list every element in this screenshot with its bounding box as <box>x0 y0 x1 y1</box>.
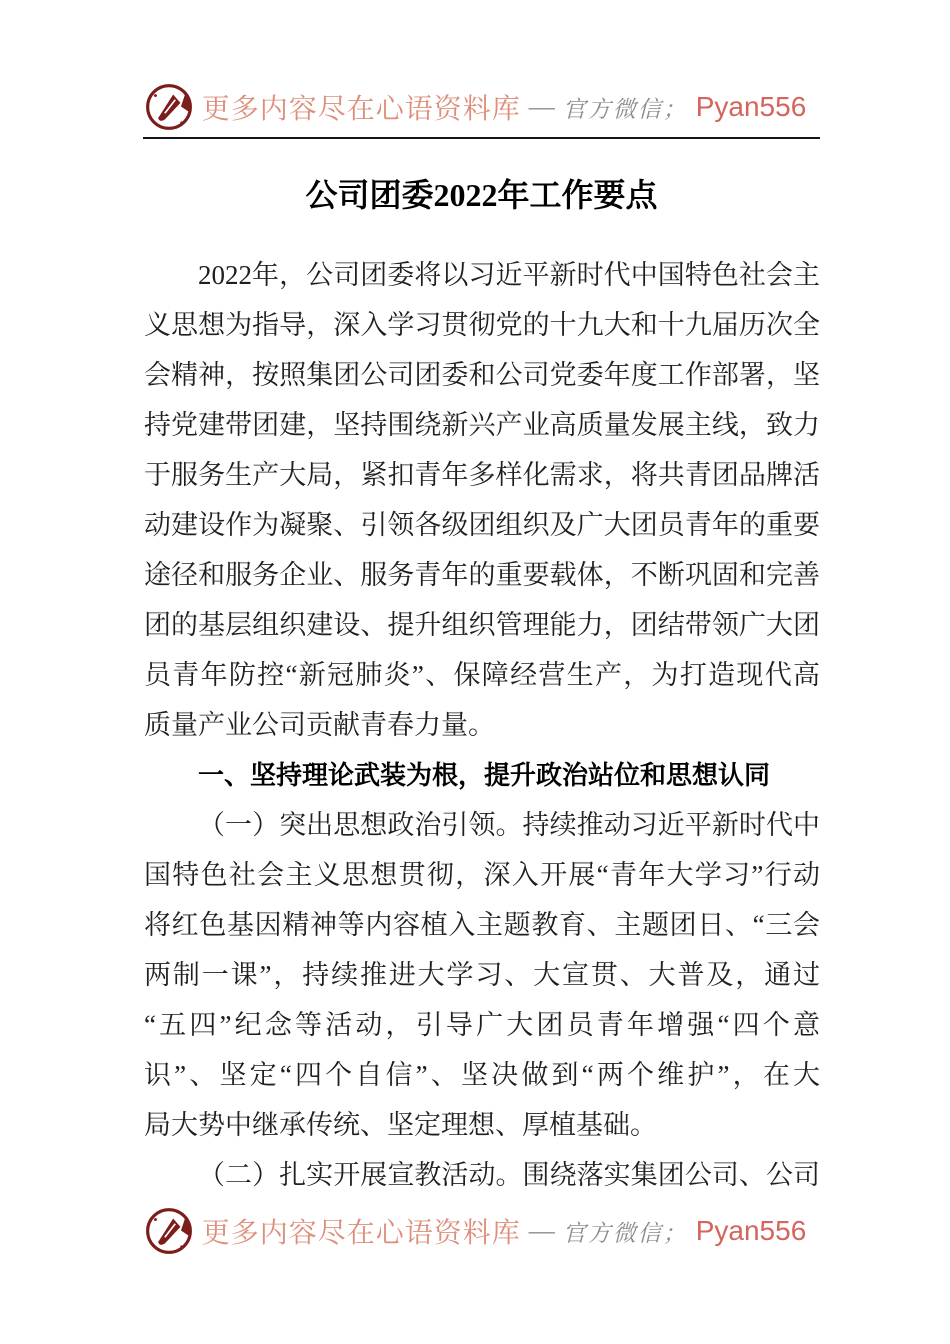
text-line: 途径和服务企业、服务青年的重要载体，不断巩固和完善 <box>144 560 820 590</box>
text-line: 员青年防控“新冠肺炎”、保障经营生产，为打造现代高 <box>144 660 820 690</box>
text-line: 于服务生产大局，紧扣青年多样化需求，将共青团品牌活 <box>144 460 820 490</box>
watermark-wechat-id: Pyan556 <box>695 91 807 122</box>
text-line: （二）扎实开展宣教活动。围绕落实集团公司、公司 <box>198 1160 820 1190</box>
document-title: 公司团委2022年工作要点 <box>305 177 658 213</box>
text-line: 将红色基因精神等内容植入主题教育、主题团日、“三会 <box>144 910 820 940</box>
text-line: “五四”纪念等活动，引导广大团员青年增强“四个意 <box>144 1010 820 1040</box>
section-heading: 一、坚持理论武装为根，提升政治站位和思想认同 <box>198 760 771 790</box>
footer-watermark <box>0 1206 950 1256</box>
watermark-wechat-id: Pyan556 <box>695 1215 807 1246</box>
header-watermark <box>0 82 950 132</box>
text-line: 国特色社会主义思想贯彻，深入开展“青年大学习”行动 <box>144 860 820 890</box>
text-line: 会精神，按照集团公司团委和公司党委年度工作部署，坚 <box>144 360 820 390</box>
text-line: 2022年，公司团委将以习近平新时代中国特色社会主 <box>198 260 820 290</box>
text-line: 义思想为指导，深入学习贯彻党的十九大和十九届历次全 <box>144 310 820 340</box>
watermark-wechat-label: 官方微信； <box>562 96 688 122</box>
document-body <box>144 250 820 1200</box>
watermark-wechat-label: 官方微信； <box>562 1220 688 1246</box>
text-line: 团的基层组织建设、提升组织管理能力，团结带领广大团 <box>144 610 820 640</box>
text-line: 动建设作为凝聚、引领各级团组织及广大团员青年的重要 <box>144 510 820 540</box>
text-line: （一）突出思想政治引领。持续推动习近平新时代中 <box>198 810 820 840</box>
watermark-dash: — <box>528 1216 555 1245</box>
watermark-brand-text: 更多内容尽在心语资料库 <box>201 94 521 125</box>
text-line: 两制一课”，持续推进大学习、大宣贯、大普及，通过 <box>144 960 820 990</box>
text-line: 识”、坚定“四个自信”、坚决做到“两个维护”，在大 <box>144 1060 820 1090</box>
text-line: 持党建带团建，坚持围绕新兴产业高质量发展主线，致力 <box>144 410 820 440</box>
text-line: 局大势中继承传统、坚定理想、厚植基础。 <box>144 1110 657 1140</box>
text-line: 质量产业公司贡献青春力量。 <box>144 710 495 740</box>
watermark-dash: — <box>528 92 555 121</box>
brand-pen-logo-icon <box>144 82 194 132</box>
header-divider-line <box>143 137 820 139</box>
watermark-brand-text: 更多内容尽在心语资料库 <box>201 1218 521 1249</box>
brand-pen-logo-icon <box>144 1206 194 1256</box>
